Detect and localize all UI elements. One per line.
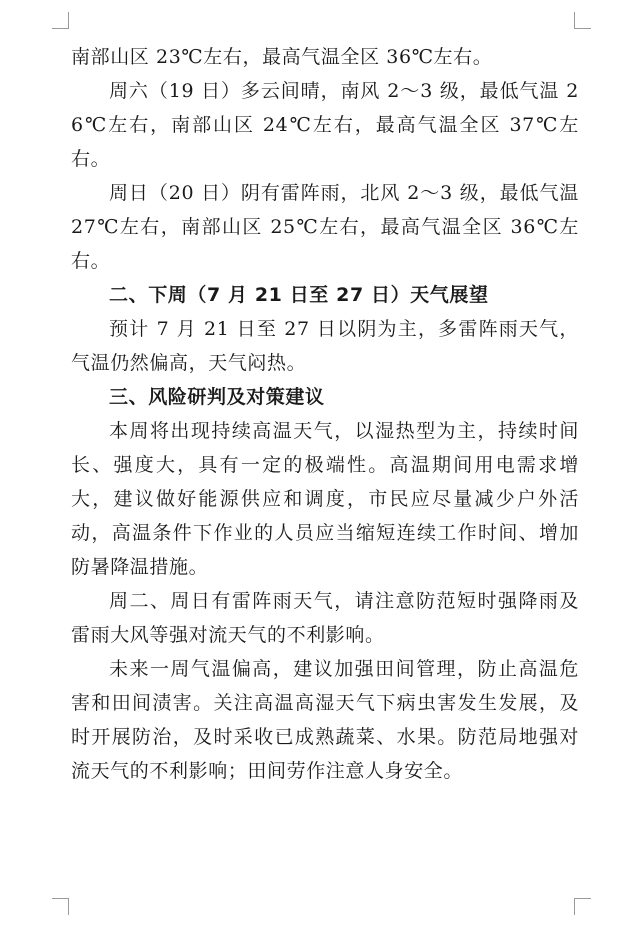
paragraph-continuation: 南部山区 23℃左右，最高气温全区 36℃左右。 <box>71 46 493 68</box>
section-heading-risk: 三、风险研判及对策建议 <box>109 386 325 408</box>
paragraph-next-week-outlook: 预计 7 月 21 日至 27 日以阴为主，多雷阵雨天气，气温仍然偏高，天气闷热。 <box>71 318 579 374</box>
paragraph-sunday-forecast: 周日（20 日）阴有雷阵雨，北风 2～3 级，最低气温 27℃左右，南部山区 25℃左右，最高气温全区 36℃左右。 <box>71 182 579 272</box>
crop-mark-top-right <box>574 12 591 29</box>
paragraph-agriculture-advice: 未来一周气温偏高，建议加强田间管理，防止高温危害和田间渍害。关注高温高湿天气下病虫害发生发展，及时开展防治，及时采收已成熟蔬菜、水果。防范局地强对流天气的不利影响；田间劳作注意人身安全。 <box>71 658 579 782</box>
section-heading-next-week: 二、下周（7 月 21 日至 27 日）天气展望 <box>109 284 489 306</box>
paragraph-saturday-forecast: 周六（19 日）多云间晴，南风 2～3 级，最低气温 26℃左右，南部山区 24℃左右，最高气温全区 37℃左右。 <box>71 80 579 170</box>
crop-mark-top-left <box>52 12 69 29</box>
crop-mark-bottom-right <box>574 898 591 915</box>
paragraph-storm-risk: 周二、周日有雷阵雨天气，请注意防范短时强降雨及雷雨大风等强对流天气的不利影响。 <box>71 590 579 646</box>
document-body <box>71 40 579 788</box>
crop-mark-bottom-left <box>52 898 69 915</box>
paragraph-heat-risk: 本周将出现持续高温天气，以湿热型为主，持续时间长、强度大，具有一定的极端性。高温期间用电需求增大，建议做好能源供应和调度，市民应尽量减少户外活动，高温条件下作业的人员应当缩短连续工作时间、增加防暑降温措施。 <box>71 420 579 578</box>
